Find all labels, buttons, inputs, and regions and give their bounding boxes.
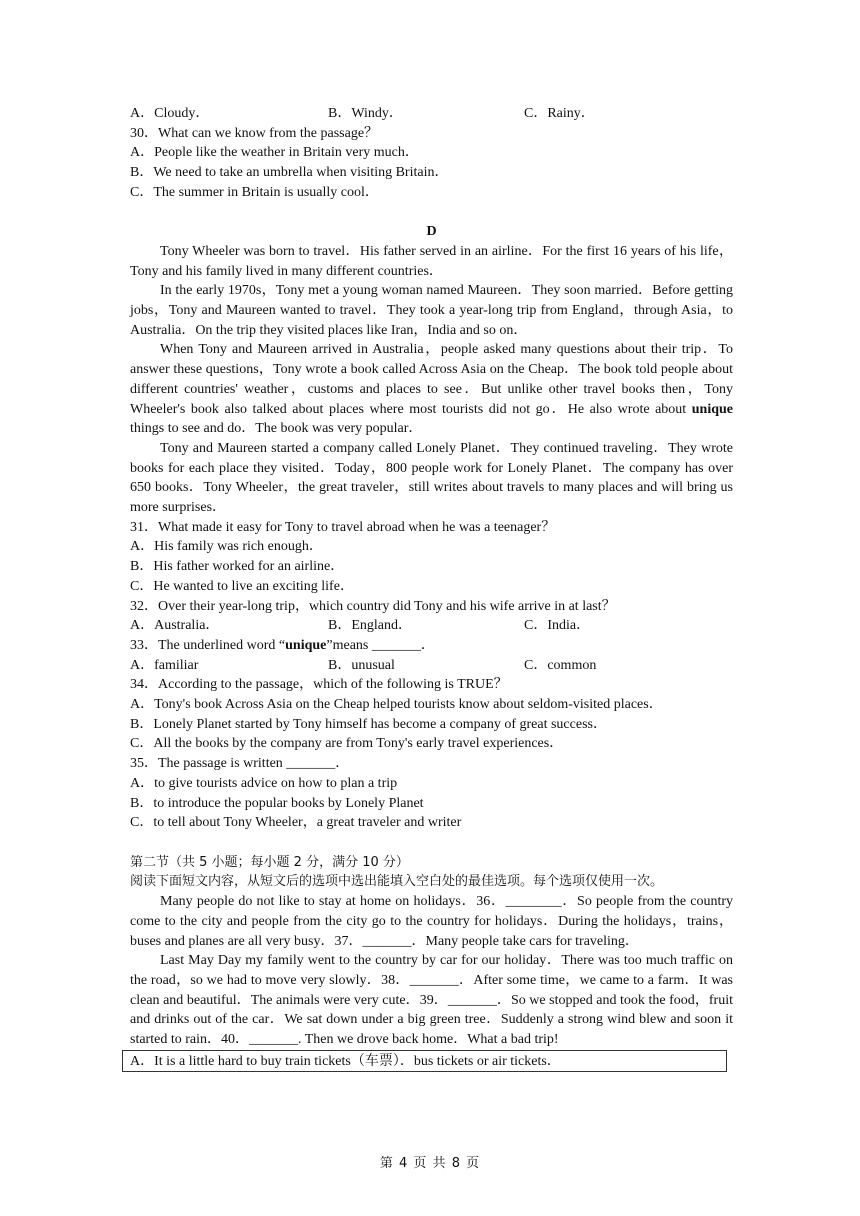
q32-options: [130, 616, 733, 636]
q35-option-b: B．to introduce the popular books by Lonely Planet: [130, 795, 424, 811]
q29-option-a: A．Cloudy．: [130, 106, 210, 121]
q30-option-a: A．People like the weather in Britain very much．: [130, 145, 419, 161]
q32-option-b: B．England．: [328, 618, 412, 634]
q35-option-a: A．to give tourists advice on how to plan a trip: [130, 775, 398, 791]
q34-stem: 34．According to the passage，which of the following is TRUE？: [130, 677, 508, 693]
q29-options: [130, 104, 733, 124]
q34-option-b: B．Lonely Planet started by Tony himself has become a company of great success．: [130, 716, 607, 732]
q31-option-b: B．His father worked for an airline．: [130, 559, 345, 575]
q30-stem: 30．What can we know from the passage？: [130, 125, 379, 141]
q33-options: [130, 656, 733, 676]
passage-d-paragraph-3: [130, 340, 733, 439]
q32-option-a: A．Australia．: [130, 618, 220, 634]
q32-stem: 32．Over their year-long trip，which country did Tony and his wife arrive in at last？: [130, 598, 616, 614]
q30-option-b: B．We need to take an umbrella when visiting Britain．: [130, 165, 449, 181]
section-2-paragraph-2: Last May Day my family went to the country by car for our holiday．There was too much traffic on the road，so we had to move very slowly．38．_______．After some time，we came to a farm．It was clean and beautiful．The animals were very cute．39．_______．So we stopped and took the food，fruit and drinks out of the car．We sat down under a big green tree．Suddenly a strong wind blew and soon it started to rain．40．_______. Then we drove back home．What a bad trip!: [130, 953, 733, 1048]
section-2-paragraph-1: Many people do not like to stay at home on holidays．36．________．So people from the country come to the city and people from the city go to the country for holidays．During the holidays，trains，buses and planes are all very busy．37．_______．Many people take cars for traveling．: [130, 894, 733, 949]
q31-option-c: C．He wanted to live an exciting life．: [130, 578, 354, 594]
q33-stem-after: ”means _______．: [326, 637, 435, 653]
q33-stem-before: 33．The underlined word “: [130, 637, 286, 653]
q33-option-a: A．familiar: [130, 657, 199, 673]
q33-stem: [130, 636, 733, 656]
spacer: [130, 203, 733, 223]
q35-stem: 35．The passage is written _______．: [130, 756, 350, 772]
section-2-instruction: 阅读下面短文内容，从短文后的选项中选出能填入空白处的最佳选项。每个选项仅使用一次。: [130, 874, 664, 890]
q33-option-c: C．common: [524, 657, 597, 673]
exam-page-content: [130, 104, 733, 1072]
q35-option-c: C．to tell about Tony Wheeler，a great traveler and writer: [130, 815, 462, 831]
page-footer: 第 4 页 共 8 页: [379, 1156, 481, 1171]
q29-option-c: C．Rainy．: [524, 106, 595, 121]
q33-option-b: B．unusual: [328, 657, 395, 673]
paragraph-3-text-after: things to see and do．The book was very popular．: [130, 421, 423, 437]
underlined-word-unique: unique: [691, 401, 733, 417]
passage-d-paragraph-1: Tony Wheeler was born to travel．His father served in an airline．For the first 16 years of his life，Tony and his family lived in many different countries．: [130, 243, 733, 279]
option-box-a: A．It is a little hard to buy train tickets（车票）．bus tickets or air tickets．: [122, 1050, 727, 1072]
q32-option-c: C．India．: [524, 618, 591, 634]
section-2-heading: 第二节（共 5 小题；每小题 2 分，满分 10 分）: [130, 854, 409, 870]
passage-d-paragraph-2: In the early 1970s，Tony met a young woman named Maureen．They soon married．Before getting jobs，Tony and Maureen wanted to travel．They took a year-long trip from England，through Asia，to Australia．On the trip they visited places like Iran，India and so on．: [130, 283, 733, 338]
q31-stem: 31．What made it easy for Tony to travel abroad when he was a teenager？: [130, 519, 556, 535]
q33-stem-word: unique: [285, 637, 327, 653]
paragraph-3-text-before: When Tony and Maureen arrived in Australia，people asked many questions about their trip．To answer these questions，Tony wrote a book called Across Asia on the Cheap．The book told people about different countries' weather，customs and places to see．But unlike other travel books then，Tony Wheeler's book also talked about places where most tourists did not go．He also wrote about: [130, 342, 733, 417]
q34-option-c: C．All the books by the company are from Tony's early travel experiences．: [130, 736, 564, 752]
passage-d-title: D: [426, 224, 437, 240]
q34-option-a: A．Tony's book Across Asia on the Cheap helped tourists know about seldom-visited places．: [130, 697, 663, 713]
q30-option-c: C．The summer in Britain is usually cool．: [130, 184, 379, 200]
spacer: [130, 833, 733, 853]
q29-option-b: B．Windy．: [328, 106, 403, 121]
passage-d-paragraph-4: Tony and Maureen started a company called Lonely Planet．They continued traveling．They wrote books for each place they visited．Today，800 people work for Lonely Planet．The company has over 650 books．Tony Wheeler，the great traveler，still writes about travels to many places and will bring us more surprises．: [130, 440, 733, 516]
q31-option-a: A．His family was rich enough．: [130, 539, 323, 555]
